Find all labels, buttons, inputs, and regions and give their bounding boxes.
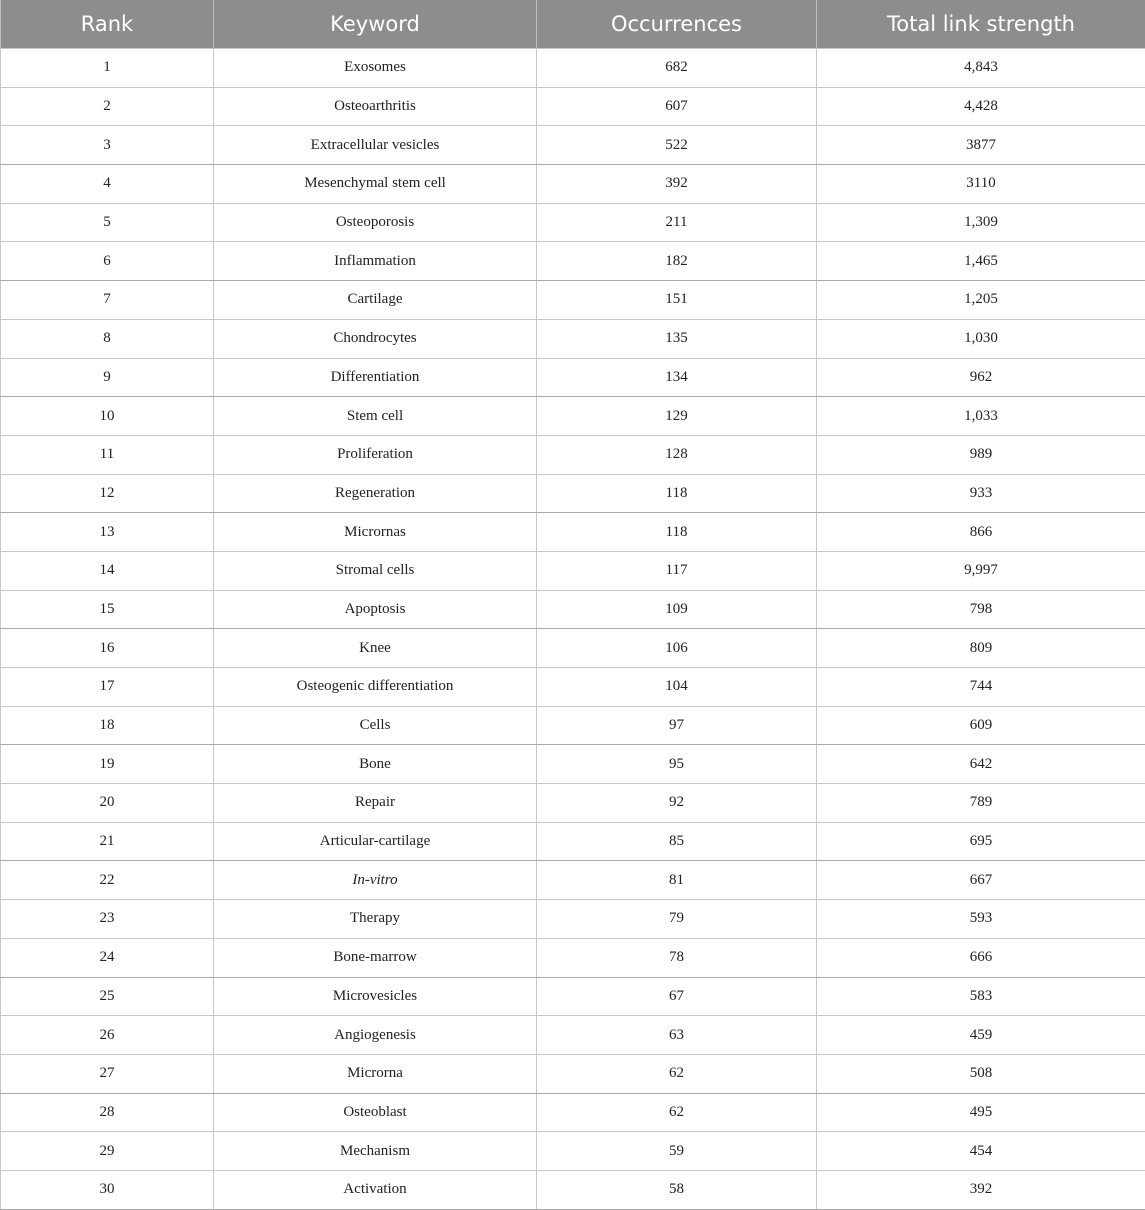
cell-total-link-strength: 1,205: [817, 281, 1145, 320]
cell-occurrences: 79: [537, 900, 817, 939]
cell-keyword: Knee: [214, 629, 537, 668]
table-body: [1, 49, 1145, 1210]
table-row: [1, 590, 1145, 629]
cell-total-link-strength: 495: [817, 1093, 1145, 1132]
cell-keyword: Exosomes: [214, 49, 537, 88]
cell-keyword: Proliferation: [214, 435, 537, 474]
cell-occurrences: 682: [537, 49, 817, 88]
cell-keyword: Bone: [214, 745, 537, 784]
table-row: [1, 126, 1145, 165]
cell-keyword: Apoptosis: [214, 590, 537, 629]
table-row: [1, 706, 1145, 745]
cell-occurrences: 607: [537, 87, 817, 126]
cell-occurrences: 95: [537, 745, 817, 784]
cell-keyword: Stromal cells: [214, 551, 537, 590]
cell-total-link-strength: 508: [817, 1054, 1145, 1093]
cell-rank: 28: [1, 1093, 214, 1132]
header-row: [1, 0, 1145, 49]
cell-occurrences: 109: [537, 590, 817, 629]
cell-rank: 7: [1, 281, 214, 320]
table-row: [1, 861, 1145, 900]
cell-keyword: Micrornas: [214, 513, 537, 552]
cell-keyword: Microvesicles: [214, 977, 537, 1016]
table-row: [1, 1093, 1145, 1132]
cell-keyword: Articular-cartilage: [214, 822, 537, 861]
table-row: [1, 629, 1145, 668]
cell-total-link-strength: 1,309: [817, 203, 1145, 242]
cell-keyword: Mesenchymal stem cell: [214, 165, 537, 204]
header-occurrences: Occurrences: [537, 0, 817, 49]
cell-occurrences: 62: [537, 1054, 817, 1093]
cell-keyword: Therapy: [214, 900, 537, 939]
table-row: [1, 513, 1145, 552]
cell-occurrences: 78: [537, 938, 817, 977]
cell-total-link-strength: 593: [817, 900, 1145, 939]
cell-keyword: Osteoblast: [214, 1093, 537, 1132]
cell-occurrences: 106: [537, 629, 817, 668]
cell-rank: 2: [1, 87, 214, 126]
table-row: [1, 203, 1145, 242]
cell-occurrences: 81: [537, 861, 817, 900]
cell-total-link-strength: 4,843: [817, 49, 1145, 88]
cell-rank: 4: [1, 165, 214, 204]
cell-occurrences: 128: [537, 435, 817, 474]
table-row: [1, 822, 1145, 861]
cell-keyword: Cells: [214, 706, 537, 745]
cell-total-link-strength: 454: [817, 1132, 1145, 1171]
table-row: [1, 551, 1145, 590]
cell-total-link-strength: 4,428: [817, 87, 1145, 126]
cell-total-link-strength: 866: [817, 513, 1145, 552]
cell-rank: 30: [1, 1170, 214, 1209]
cell-rank: 27: [1, 1054, 214, 1093]
table-row: [1, 784, 1145, 823]
header-total-link-strength: Total link strength: [817, 0, 1145, 49]
cell-total-link-strength: 3877: [817, 126, 1145, 165]
cell-occurrences: 97: [537, 706, 817, 745]
cell-occurrences: 67: [537, 977, 817, 1016]
cell-total-link-strength: 695: [817, 822, 1145, 861]
cell-rank: 12: [1, 474, 214, 513]
cell-occurrences: 118: [537, 513, 817, 552]
table-row: [1, 900, 1145, 939]
cell-keyword: Bone-marrow: [214, 938, 537, 977]
cell-total-link-strength: 392: [817, 1170, 1145, 1209]
cell-occurrences: 211: [537, 203, 817, 242]
cell-total-link-strength: 9,997: [817, 551, 1145, 590]
cell-total-link-strength: 809: [817, 629, 1145, 668]
cell-rank: 10: [1, 397, 214, 436]
cell-total-link-strength: 583: [817, 977, 1145, 1016]
cell-keyword: Angiogenesis: [214, 1016, 537, 1055]
cell-total-link-strength: 1,033: [817, 397, 1145, 436]
cell-rank: 25: [1, 977, 214, 1016]
cell-rank: 17: [1, 668, 214, 707]
cell-occurrences: 392: [537, 165, 817, 204]
header-rank: Rank: [1, 0, 214, 49]
table-row: [1, 745, 1145, 784]
cell-total-link-strength: 3110: [817, 165, 1145, 204]
cell-rank: 16: [1, 629, 214, 668]
table-row: [1, 87, 1145, 126]
table-row: [1, 1170, 1145, 1209]
cell-occurrences: 58: [537, 1170, 817, 1209]
cell-rank: 24: [1, 938, 214, 977]
cell-rank: 3: [1, 126, 214, 165]
table-row: [1, 1016, 1145, 1055]
cell-keyword: Inflammation: [214, 242, 537, 281]
table-row: [1, 938, 1145, 977]
cell-total-link-strength: 459: [817, 1016, 1145, 1055]
cell-occurrences: 63: [537, 1016, 817, 1055]
cell-occurrences: 134: [537, 358, 817, 397]
header-keyword: Keyword: [214, 0, 537, 49]
cell-total-link-strength: 798: [817, 590, 1145, 629]
table-row: [1, 977, 1145, 1016]
cell-occurrences: 85: [537, 822, 817, 861]
cell-occurrences: 182: [537, 242, 817, 281]
table-row: [1, 397, 1145, 436]
cell-occurrences: 117: [537, 551, 817, 590]
cell-keyword: Cartilage: [214, 281, 537, 320]
table-row: [1, 281, 1145, 320]
cell-keyword: Repair: [214, 784, 537, 823]
cell-rank: 1: [1, 49, 214, 88]
table-row: [1, 358, 1145, 397]
cell-rank: 6: [1, 242, 214, 281]
table-row: [1, 242, 1145, 281]
cell-keyword: Extracellular vesicles: [214, 126, 537, 165]
cell-keyword: Osteogenic differentiation: [214, 668, 537, 707]
cell-occurrences: 135: [537, 319, 817, 358]
cell-keyword: Osteoarthritis: [214, 87, 537, 126]
cell-rank: 8: [1, 319, 214, 358]
table-row: [1, 1132, 1145, 1171]
table-row: [1, 319, 1145, 358]
cell-total-link-strength: 666: [817, 938, 1145, 977]
cell-keyword: Microrna: [214, 1054, 537, 1093]
cell-rank: 13: [1, 513, 214, 552]
table-row: [1, 1054, 1145, 1093]
table-header: [1, 0, 1145, 49]
cell-rank: 22: [1, 861, 214, 900]
cell-occurrences: 62: [537, 1093, 817, 1132]
cell-keyword: Activation: [214, 1170, 537, 1209]
cell-total-link-strength: 962: [817, 358, 1145, 397]
cell-keyword: Mechanism: [214, 1132, 537, 1171]
cell-occurrences: 92: [537, 784, 817, 823]
table-row: [1, 435, 1145, 474]
cell-keyword: In-vitro: [214, 861, 537, 900]
cell-keyword: Osteoporosis: [214, 203, 537, 242]
cell-rank: 29: [1, 1132, 214, 1171]
cell-occurrences: 129: [537, 397, 817, 436]
cell-rank: 11: [1, 435, 214, 474]
cell-keyword: Stem cell: [214, 397, 537, 436]
cell-rank: 26: [1, 1016, 214, 1055]
cell-rank: 15: [1, 590, 214, 629]
cell-total-link-strength: 789: [817, 784, 1145, 823]
table-row: [1, 165, 1145, 204]
cell-rank: 9: [1, 358, 214, 397]
cell-total-link-strength: 1,030: [817, 319, 1145, 358]
table-row: [1, 474, 1145, 513]
cell-occurrences: 151: [537, 281, 817, 320]
cell-rank: 14: [1, 551, 214, 590]
table-row: [1, 49, 1145, 88]
cell-rank: 18: [1, 706, 214, 745]
cell-occurrences: 59: [537, 1132, 817, 1171]
cell-occurrences: 522: [537, 126, 817, 165]
cell-keyword: Chondrocytes: [214, 319, 537, 358]
cell-total-link-strength: 642: [817, 745, 1145, 784]
cell-keyword: Differentiation: [214, 358, 537, 397]
cell-rank: 19: [1, 745, 214, 784]
cell-keyword: Regeneration: [214, 474, 537, 513]
cell-total-link-strength: 989: [817, 435, 1145, 474]
cell-total-link-strength: 933: [817, 474, 1145, 513]
cell-total-link-strength: 667: [817, 861, 1145, 900]
cell-rank: 21: [1, 822, 214, 861]
cell-rank: 20: [1, 784, 214, 823]
cell-total-link-strength: 609: [817, 706, 1145, 745]
table-row: [1, 668, 1145, 707]
cell-occurrences: 104: [537, 668, 817, 707]
cell-rank: 5: [1, 203, 214, 242]
cell-total-link-strength: 744: [817, 668, 1145, 707]
cell-rank: 23: [1, 900, 214, 939]
cell-occurrences: 118: [537, 474, 817, 513]
cell-total-link-strength: 1,465: [817, 242, 1145, 281]
